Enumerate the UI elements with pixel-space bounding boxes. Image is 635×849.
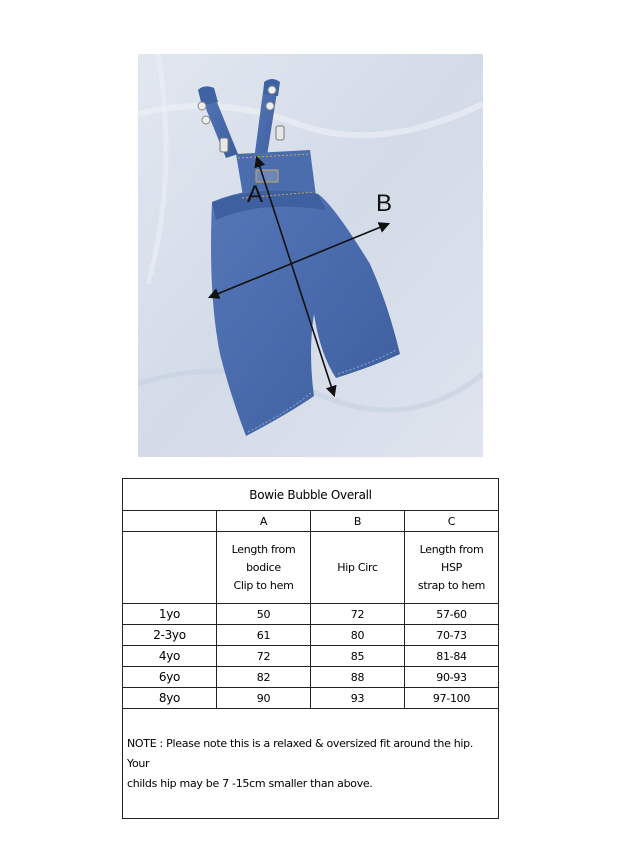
value-c: 70-73	[405, 625, 499, 646]
value-c: 81-84	[405, 646, 499, 667]
value-a: 61	[217, 625, 311, 646]
description-c-line1: Length from HSP	[419, 542, 484, 574]
description-a-line1: Length from bodice	[231, 542, 296, 574]
size-label: 1yo	[123, 604, 217, 625]
table-row	[123, 625, 499, 646]
size-label: 8yo	[123, 688, 217, 709]
table-row	[123, 667, 499, 688]
value-b: 88	[311, 667, 405, 688]
size-label: 6yo	[123, 667, 217, 688]
table-row	[123, 604, 499, 625]
value-c: 97-100	[405, 688, 499, 709]
fit-note	[123, 709, 499, 819]
column-description-c	[405, 532, 499, 604]
value-b: 85	[311, 646, 405, 667]
table-title: Bowie Bubble Overall	[123, 479, 499, 511]
fit-note-line1: NOTE : Please note this is a relaxed & oversized fit around the hip. Your	[127, 737, 474, 770]
value-a: 82	[217, 667, 311, 688]
measurement-label-a: A	[247, 181, 264, 208]
column-description-b	[311, 532, 405, 604]
measurement-label-b: B	[376, 190, 393, 217]
product-photo	[138, 54, 483, 457]
column-description-a	[217, 532, 311, 604]
fit-note-line2: childs hip may be 7 -15cm smaller than above.	[127, 777, 373, 790]
corner-cell	[123, 511, 217, 532]
value-a: 90	[217, 688, 311, 709]
value-a: 72	[217, 646, 311, 667]
value-b: 72	[311, 604, 405, 625]
value-c: 57-60	[405, 604, 499, 625]
column-header-c: C	[405, 511, 499, 532]
table-row	[123, 688, 499, 709]
description-a-line2: Clip to hem	[233, 578, 294, 592]
column-header-a: A	[217, 511, 311, 532]
size-label: 2-3yo	[123, 625, 217, 646]
value-c: 90-93	[405, 667, 499, 688]
size-label: 4yo	[123, 646, 217, 667]
value-b: 80	[311, 625, 405, 646]
size-chart-table	[122, 478, 499, 819]
value-b: 93	[311, 688, 405, 709]
description-b-line1: Hip Circ	[337, 560, 378, 574]
description-corner	[123, 532, 217, 604]
description-c-line2: strap to hem	[417, 578, 486, 592]
value-a: 50	[217, 604, 311, 625]
table-row	[123, 646, 499, 667]
column-header-b: B	[311, 511, 405, 532]
